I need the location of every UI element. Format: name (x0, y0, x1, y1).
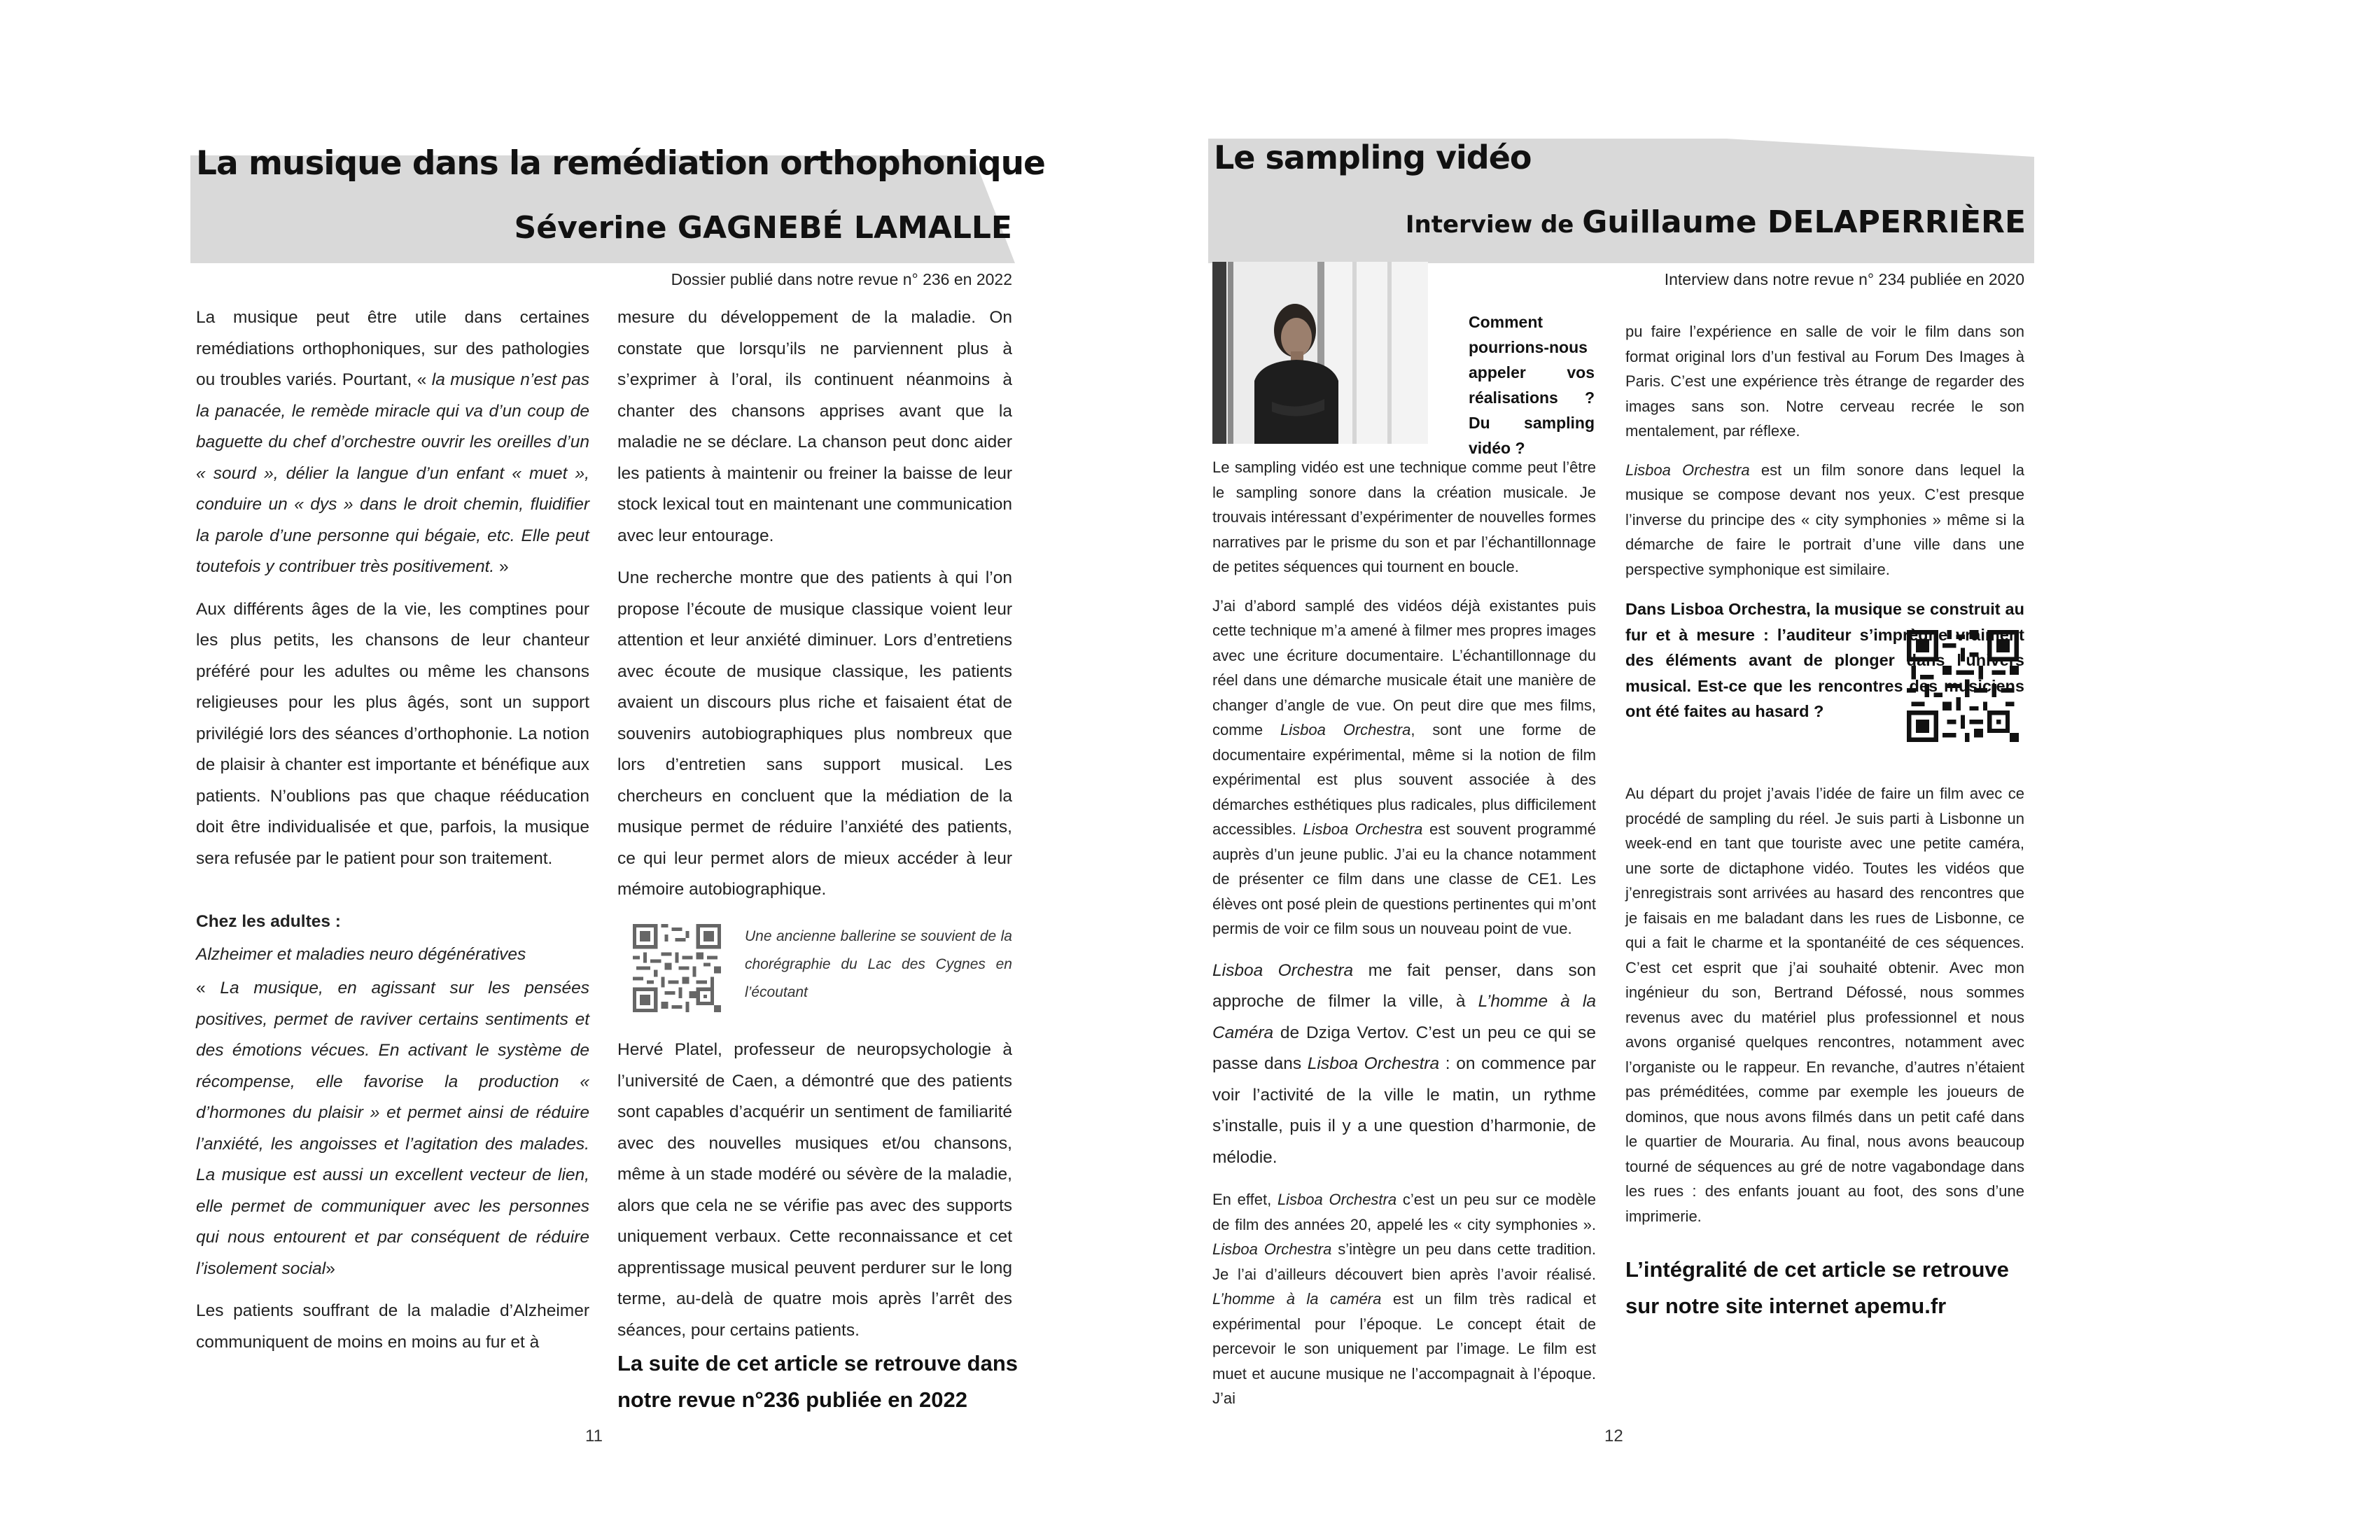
article-author: Séverine GAGNEBÉ LAMALLE (514, 210, 1012, 246)
paragraph: En effet, Lisboa Orchestra c’est un peu sur ce modèle de film des années 20, appelé les « city symphonies ». Lisboa Orchestra s’intègre un peu dans cette tradition. Je l’ai d’ailleurs découvert bien après l’avoir réalisé. L’homme à la caméra est un film très radical et expérimental pour l’époque. Le concept était de percevoir le son uniquement par l’image. Le film est muet et aucune musique ne l’accompagnait à l’époque. J’ai (1212, 1191, 1596, 1407)
interview-column-1 (1212, 455, 1596, 1425)
paragraph: pu faire l’expérience en salle de voir le film dans son format original lors d’un festival au Forum Des Images à Paris. C’est une expérience très étrange de regarder des images sans son. Notre cerveau recrée le son mentalement, par réflexe. (1625, 323, 2024, 440)
paragraph: La musique peut être utile dans certaines remédiations orthophoniques, sur des pathologies ou troubles variés. Pourtant, « la musique n’est pas la panacée, le remède miracle qui va d’un coup de baguette du chef d’orchestre ouvrir les oreilles d’un « sourd », délier la langue d’un enfant « muet », conduire un « dys » dans le droit chemin, fluidifier la parole d’une personne qui bégaie, etc. Elle peut toutefois y contribuer très positivement. » (196, 308, 589, 576)
interview-question: Comment pourrions-nous appeler vos réalisations ? Du sampling vidéo ? (1469, 313, 1595, 457)
article-column-2 (617, 302, 1012, 917)
qr-code-icon (633, 924, 721, 1012)
article-title: La musique dans la remédiation orthophonique (196, 144, 1045, 183)
paragraph: J’ai d’abord samplé des vidéos déjà existantes puis cette technique m’a amené à filmer mes propres images avec une écriture documentaire. L’échantillonnage du réel dans une démarche musicale était une manière de changer d’angle de vue. On peut dire que mes films, comme Lisboa Orchestra, sont une forme de documentaire expérimental, même si la notion de film expérimental est plus souvent associée à des démarches esthétiques plus radicales, plus difficilement accessibles. Lisboa Orchestra est souvent programmé auprès d’un jeune public. J’ai eu la chance notamment de présenter ce film dans une classe de CE1. Les élèves ont posé plein de questions pertinentes qui m’ont permis de voir ce film sous un nouveau point de vue. (1212, 596, 1596, 937)
page-number: 12 (1604, 1427, 1623, 1446)
qr-caption: Une ancienne ballerine se souvient de la chorégraphie du Lac des Cygnes en l’écoutant (745, 928, 1012, 1000)
paragraph: « La musique, en agissant sur les pensées positives, permet de raviver certains sentiments et des émotions vécues. En activant le système de récompense, elle favorise la production « d’hormones du plaisir » et permet ainsi de réduire l’anxiété, les angoisses et l’agitation des malades. La musique est aussi un excellent vecteur de lien, elle permet de communiquer avec les personnes qui nous entourent et par conséquent de réduire l’isolement social» (196, 979, 589, 1278)
paragraph: Au départ du projet j’avais l’idée de faire un film avec ce procédé de sampling du réel. Je suis parti à Lisbonne un week-end en tant que touriste avec une petite caméra, une sorte de dictaphone vidéo. Toutes les vidéos que j’enregistrais sont arrivées au hasard des rencontres que je faisais en me baladant dans les rues de Lisbonne, ce qui a fait le charme et la spontanéité de ces séquences. C’est cet esprit que j’ai souhaité obtenir. Avec mon ingénieur du son, Bertrand Défossé, nous sommes revenus avec du matériel plus professionnel et nous avons organisé quelques rencontres, notamment avec l’organiste ou le rappeur. En revanche, d’autres n’étaient pas préméditées, comme par exemple les joueurs de dominos, que nous avons filmés dans un petit café dans le quartier de Mouraria. Au final, nous avons beaucoup tourné de séquences au gré de notre vagabondage dans les rues : des enfants jouant au foot, des sons d’une imprimerie. (1625, 785, 2024, 1225)
interviewee-photo (1212, 262, 1428, 444)
interview-question: Dans Lisboa Orchestra, la musique se construit au fur et à mesure : l’auditeur s’imprègne vraiment des éléments avant de plonger dans l’univers musical. Est-ce que les rencontres des musiciens ont été faites au hasard ? (1625, 600, 2024, 720)
article-title: Le sampling vidéo (1214, 139, 1532, 176)
paragraph: Lisboa Orchestra me fait penser, dans son approche de filmer la ville, à L’homme à la Caméra de Dziga Vertov. C’est un peu ce qui se passe dans Lisboa Orchestra : on commence par voir l’activité de la ville le matin, un rythme s’installe, puis il y a une question d’harmonie, de mélodie. (1212, 960, 1597, 1167)
paragraph: mesure du développement de la maladie. On constate que lorsqu’ils ne parviennent plus à s’exprimer à l’oral, ils continuent néanmoins à chanter des chansons apprises avant que la maladie ne se déclare. La chanson peut donc aider les patients à maintenir ou freiner la baisse de leur stock lexical tout en maintenant une communication avec leur entourage. (617, 308, 1012, 545)
subheading-italic: Alzheimer et maladies neuro dégénératives (196, 944, 526, 964)
continuation-note: La suite de cet article se retrouve dans notre revue n°236 publiée en 2022 (617, 1351, 1018, 1412)
article-column-1 (196, 302, 589, 1369)
interview-column-2 (1625, 319, 2024, 596)
paragraph: Lisboa Orchestra est un film sonore dans lequel la musique se compose devant nos yeux. C’est presque l’inverse du principe des « city symphonies » même si la démarche de faire le portrait d’une ville dans une perspective symphonique est similaire. (1625, 461, 2024, 578)
paragraph: Le sampling vidéo est une technique comme peut l’être le sampling sonore dans la création musicale. Je trouvais intéressant d’expérimenter de nouvelles formes narratives par le prisme du son et par l’échantillonnage de petites séquences qui tournent en boucle. (1212, 458, 1596, 575)
article-author (1406, 204, 2026, 240)
paragraph: Aux différents âges de la vie, les comptines pour les plus petits, les chansons de leur chanteur préféré pour les adultes ou même les chansons religieuses pour les plus âgés, sont un support privilégié lors des séances d’orthophonie. La notion de plaisir à chanter est importante et bénéfique aux patients. N’oublions pas que chaque rééducation doit être individualisée et que, parfois, la musique sera refusée par le patient pour son traitement. (196, 599, 589, 868)
qr-code[interactable] (633, 924, 721, 1012)
paragraph: Les patients souffrant de la maladie d’Alzheimer communiquent de moins en moins au fur et à (196, 1301, 589, 1352)
subheading: Chez les adultes : (196, 912, 341, 931)
page-number: 11 (585, 1427, 603, 1446)
author-name: Guillaume DELAPERRIÈRE (1582, 204, 2026, 240)
publication-note: Dossier publié dans notre revue n° 236 en 2022 (671, 270, 1012, 288)
author-prefix: Interview de (1405, 211, 1583, 239)
paragraph: Une recherche montre que des patients à qui l’on propose l’écoute de musique classique voient leur attention et leur anxiété diminuer. Lors d’entretiens avec écoute de musique classique, les patients avaient un discours plus riche et faisaient état de souvenirs autobiographiques plus nombreux que lors d’entretien sans support musical. Les chercheurs en concluent que la médiation de la musique permet de réduire l’anxiété des patients, ce qui leur permet alors de mieux accéder à leur mémoire autobiographique. (617, 568, 1012, 899)
interview-column-2-continued (1625, 781, 2024, 1242)
publication-note: Interview dans notre revue n° 234 publiée en 2020 (1664, 270, 2024, 288)
paragraph: Hervé Platel, professeur de neuropsychologie à l’université de Caen, a démontré que des patients sont capables d’acquérir un sentiment de familiarité avec des nouvelles musiques et/ou chansons, même à un stade modéré ou sévère de la maladie, alors que cela ne se vérifie pas avec des supports uniquement verbaux. Cette reconnaissance et cet apprentissage musical peuvent perdurer sur le long terme, au-delà de quatre mois après l’arrêt des séances, pour certains patients. (617, 1040, 1012, 1340)
page-12 (1190, 0, 2380, 1540)
article-column-2-continued (617, 1035, 1012, 1357)
portrait-image (1212, 262, 1428, 444)
website-note: L’intégralité de cet article se retrouve sur notre site internet apemu.fr (1625, 1257, 2009, 1318)
